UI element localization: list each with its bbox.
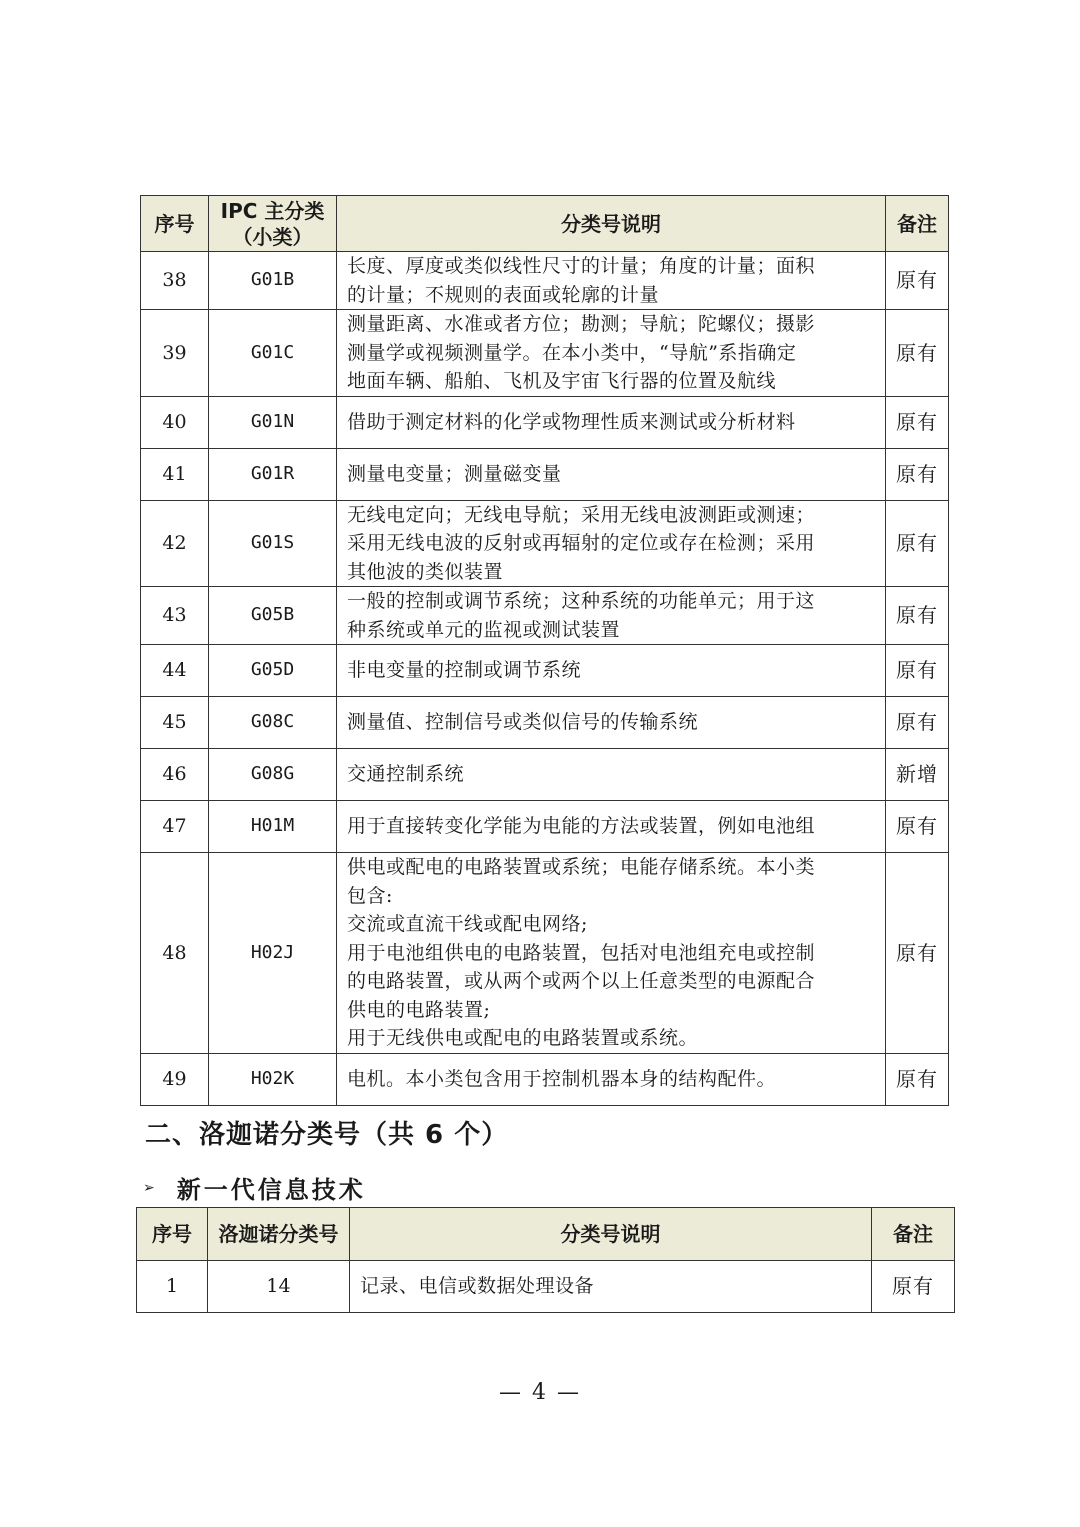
row-description: [337, 587, 886, 645]
description-line: 测量学或视频测量学。在本小类中，“导航”系指确定: [347, 341, 797, 364]
header-note: 备注: [872, 1208, 955, 1261]
header-index: 序号: [141, 196, 209, 252]
header-ipc-line1: IPC 主分类: [220, 198, 325, 223]
header-locarno-code: 洛迦诺分类号: [208, 1208, 350, 1261]
row-note: 原有: [872, 1261, 955, 1313]
table-row: [141, 697, 949, 749]
row-index: 38: [141, 252, 209, 310]
row-ipc-code: G01N: [209, 396, 337, 448]
description-line: 其他波的类似装置: [347, 560, 504, 583]
row-index: 45: [141, 697, 209, 749]
description-line: 无线电定向；无线电导航；采用无线电波测距或测速；: [347, 503, 816, 526]
row-description: [337, 749, 886, 801]
row-description: 记录、电信或数据处理设备: [350, 1261, 872, 1313]
row-ipc-code: H02K: [209, 1053, 337, 1105]
row-note: 原有: [886, 310, 949, 397]
row-description: [337, 1053, 886, 1105]
row-index: 42: [141, 500, 209, 587]
row-index: 41: [141, 448, 209, 500]
row-ipc-code: G08C: [209, 697, 337, 749]
table-row: [141, 310, 949, 397]
description-line: 地面车辆、船舶、飞机及宇宙飞行器的位置及航线: [347, 370, 777, 392]
row-note: 原有: [886, 252, 949, 310]
description-line: 交通控制系统: [347, 763, 465, 786]
table-row: [141, 645, 949, 697]
description-line: 测量值、控制信号或类似信号的传输系统: [347, 711, 699, 734]
description-line: 供电的电路装置;: [347, 998, 491, 1021]
row-ipc-code: H01M: [209, 801, 337, 853]
table-row: [141, 396, 949, 448]
row-description: [337, 801, 886, 853]
row-note: 新增: [886, 749, 949, 801]
locarno-classification-table: [136, 1207, 955, 1313]
description-line: 测量距离、水准或者方位；勘测；导航；陀螺仪；摄影: [347, 313, 816, 335]
header-description: 分类号说明: [337, 196, 886, 252]
row-index: 40: [141, 396, 209, 448]
subheading-text: 新一代信息技术: [176, 1176, 366, 1204]
header-ipc-line2: （小类）: [232, 224, 313, 249]
table-row: [141, 448, 949, 500]
row-note: 原有: [886, 645, 949, 697]
locarno-table-body: [137, 1261, 955, 1313]
row-note: 原有: [886, 801, 949, 853]
row-ipc-code: G01C: [209, 310, 337, 397]
arrow-bullet-icon: ➢: [143, 1179, 155, 1196]
description-line: 借助于测定材料的化学或物理性质来测试或分析材料: [347, 410, 796, 433]
row-ipc-code: G05B: [209, 587, 337, 645]
row-locarno-code: 14: [208, 1261, 350, 1313]
row-index: 1: [137, 1261, 208, 1313]
row-note: 原有: [886, 697, 949, 749]
table-row: [141, 853, 949, 1054]
header-index: 序号: [137, 1208, 208, 1261]
ipc-classification-table: [140, 195, 949, 1106]
table-row: [141, 587, 949, 645]
row-note: 原有: [886, 448, 949, 500]
description-line: 供电或配电的电路装置或系统；电能存储系统。本小类: [347, 856, 816, 878]
row-ipc-code: G01B: [209, 252, 337, 310]
row-ipc-code: G05D: [209, 645, 337, 697]
row-description: [337, 853, 886, 1054]
row-ipc-code: G01R: [209, 448, 337, 500]
row-description: [337, 252, 886, 310]
page-number: — 4 —: [499, 1380, 581, 1405]
description-line: 的电路装置，或从两个或两个以上任意类型的电源配合: [347, 970, 816, 992]
row-index: 47: [141, 801, 209, 853]
row-note: 原有: [886, 1053, 949, 1105]
description-line: 长度、厚度或类似线性尺寸的计量；角度的计量；面积: [347, 255, 816, 277]
description-line: 用于电池组供电的电路装置，包括对电池组充电或控制: [347, 941, 816, 964]
row-description: [337, 310, 886, 397]
table-header-row: [137, 1208, 955, 1261]
header-description: 分类号说明: [350, 1208, 872, 1261]
row-index: 46: [141, 749, 209, 801]
table-row: [141, 500, 949, 587]
description-line: 采用无线电波的反射或再辐射的定位或存在检测；采用: [347, 532, 816, 554]
description-line: 一般的控制或调节系统；这种系统的功能单元；用于这: [347, 590, 816, 612]
ipc-table-body: [141, 252, 949, 1106]
table-row: [141, 1053, 949, 1105]
section-heading-locarno: 二、洛迦诺分类号（共 6 个）: [145, 1120, 509, 1150]
row-note: 原有: [886, 500, 949, 587]
row-index: 44: [141, 645, 209, 697]
row-index: 43: [141, 587, 209, 645]
table-header-row: [141, 196, 949, 252]
row-note: 原有: [886, 396, 949, 448]
row-description: [337, 396, 886, 448]
header-ipc-class: [209, 196, 337, 252]
row-ipc-code: H02J: [209, 853, 337, 1054]
table-row: [141, 749, 949, 801]
table-row: [141, 252, 949, 310]
description-line: 电机。本小类包含用于控制机器本身的结构配件。: [347, 1067, 777, 1090]
description-line: 交流或直流干线或配电网络;: [347, 913, 588, 935]
row-ipc-code: G01S: [209, 500, 337, 587]
row-description: [337, 500, 886, 587]
row-index: 48: [141, 853, 209, 1054]
row-note: 原有: [886, 587, 949, 645]
description-line: 的计量；不规则的表面或轮廓的计量: [347, 283, 660, 306]
header-note: 备注: [886, 196, 949, 252]
description-line: 用于直接转变化学能为电能的方法或装置，例如电池组: [347, 815, 816, 838]
row-description: [337, 645, 886, 697]
row-ipc-code: G08G: [209, 749, 337, 801]
description-line: 包含:: [347, 884, 393, 907]
table-row: [141, 801, 949, 853]
description-line: 用于无线供电或配电的电路装置或系统。: [347, 1027, 699, 1049]
row-note: 原有: [886, 853, 949, 1054]
row-description: [337, 448, 886, 500]
subheading-new-it: [143, 1170, 366, 1205]
row-index: 49: [141, 1053, 209, 1105]
description-line: 非电变量的控制或调节系统: [347, 659, 582, 682]
table-row: [137, 1261, 955, 1313]
description-line: 种系统或单元的监视或测试装置: [347, 618, 621, 641]
row-description: [337, 697, 886, 749]
row-index: 39: [141, 310, 209, 397]
description-line: 测量电变量；测量磁变量: [347, 462, 562, 485]
